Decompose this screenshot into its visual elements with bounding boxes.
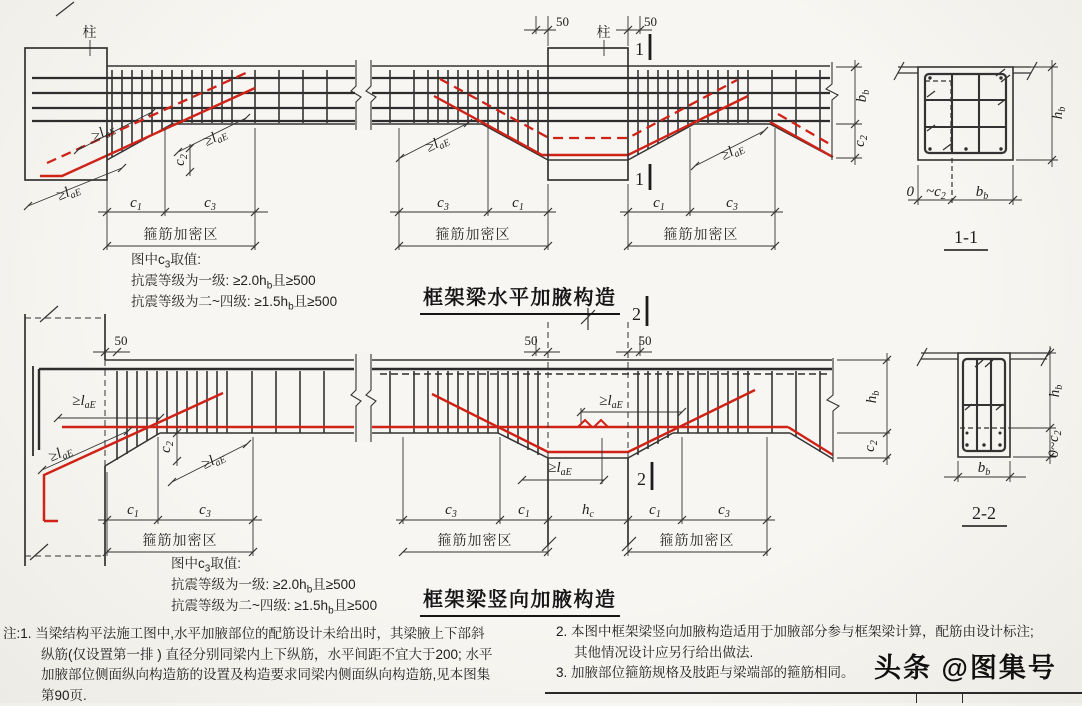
- slab-lines: [894, 62, 1037, 80]
- stirrup-outline: [925, 74, 1006, 153]
- dim-hb: $h_b$: [864, 391, 882, 404]
- lae-label: $\ge l_{aE}$: [54, 180, 83, 206]
- column-break-slash: [56, 2, 74, 16]
- haunch-bar-solid: [40, 88, 833, 176]
- stirrup-zone-label: 箍筋加密区: [144, 226, 219, 242]
- note-1-line2: 纵筋(仅设置第一排 ) 直径分别同梁内上下纵筋，水平间距不宜大于200; 水平: [3, 645, 493, 666]
- note-2-line2: 其他情况设计应另行给出做法.: [556, 643, 1034, 664]
- section-outline: [918, 67, 1013, 160]
- bar-dots: [928, 76, 1002, 150]
- dim-c3: $c_3$: [726, 195, 738, 213]
- dim-c1: $c_1$: [127, 502, 139, 520]
- title-block-divider: [962, 694, 963, 703]
- section-cut-2-digit: 2: [632, 304, 641, 324]
- dim-ticks: [914, 63, 1056, 204]
- stirrup-zone-label: 箍筋加密区: [664, 226, 739, 242]
- inner-stirrup-legs: [925, 74, 1006, 153]
- lae-label: $\ge l_{aE}$: [548, 460, 572, 478]
- bar-hooks: [927, 69, 1010, 150]
- dim-50: 50: [115, 333, 128, 348]
- bottom-diagram: [25, 306, 891, 566]
- dim-bb: $b_b$: [976, 184, 989, 202]
- lae-label: $\ge l_{aE}$: [718, 139, 747, 166]
- note-1-line3: 加腋部位侧面纵向构造筋的设置及构造要求同梁内侧面纵向构造筋,见本图集: [3, 665, 493, 686]
- note-1-line1: 注:1. 当梁结构平法施工图中,水平加腋部位的配筋设计未给出时，其梁腋上下部斜: [3, 626, 485, 641]
- column-middle-hidden: [548, 322, 628, 458]
- column-label: 柱: [83, 24, 98, 40]
- note-2-line1: 2. 本图中框架梁竖向加腋构造适用于加腋部分参与框架梁计算，配筋由设计标注;: [556, 624, 1034, 639]
- title-block-border: [545, 692, 1082, 694]
- dim-50: 50: [525, 333, 538, 348]
- section-title: 2-2: [972, 503, 996, 523]
- column-left-hidden: [25, 318, 105, 556]
- dim-zero: 0: [907, 184, 915, 200]
- lae-label: $\ge l_{aE}$: [201, 125, 230, 152]
- dim-c1: $c_1$: [130, 195, 142, 213]
- dim-c3: $c_3$: [445, 502, 457, 520]
- lae-label: $\ge l_{aE}$: [599, 393, 623, 411]
- c3-note-line3: 抗震等级为二~四级: $\ge 1.5h_b$且≥500: [131, 294, 337, 315]
- lae-label: $\ge l_{aE}$: [46, 441, 75, 467]
- lae-label: $\ge l_{aE}$: [72, 393, 96, 411]
- dim-hc: $h_c$: [582, 502, 595, 520]
- dim-c1: $c_1$: [649, 502, 661, 520]
- c3-note-line2: 抗震等级为一级: $\ge 2.0h_b$且≥500: [131, 273, 337, 294]
- stirrup-zone-label: 箍筋加密区: [660, 532, 735, 548]
- watermark: 头条 @图集号: [874, 646, 1057, 685]
- slab-lines: [917, 348, 1051, 366]
- dim-bb: $b_b$: [854, 90, 872, 103]
- dim-c2: $c_2$: [172, 154, 190, 166]
- dim-hb: $h_b$: [1047, 385, 1065, 398]
- bar-dots: [965, 432, 1001, 447]
- dim-c3: $c_3$: [199, 502, 211, 520]
- title-block-divider: [916, 694, 917, 703]
- dim-50: 50: [639, 333, 652, 348]
- dim-bb: $b_b$: [978, 460, 991, 478]
- note-1-line4: 第90页.: [3, 686, 493, 706]
- lae-label: $\ge l_{aE}$: [199, 448, 228, 475]
- dim-c1: $c_1$: [653, 195, 665, 213]
- dim-50: 50: [644, 14, 657, 29]
- bar-hooks: [965, 360, 1003, 410]
- lae-label: $\ge l_{aE}$: [423, 131, 452, 158]
- stirrup-zone-label: 箍筋加密区: [438, 532, 513, 548]
- dim-c1: $c_1$: [512, 195, 524, 213]
- dim-50: 50: [556, 14, 569, 29]
- dim-c2: $\sim c_2$: [926, 184, 946, 202]
- dim-hb: $h_b$: [1050, 107, 1068, 120]
- section-1-1: [894, 60, 1068, 250]
- dim-ticks: [24, 26, 859, 250]
- section-cut-1-digit: 1: [635, 169, 644, 189]
- stirrups: [117, 371, 820, 460]
- section-cut-1-digit: 1: [635, 39, 644, 59]
- c3-value-note-bottom: [171, 556, 377, 620]
- title-horizontal-haunch: 框架梁水平加腋构造: [420, 281, 620, 315]
- c3-note-line1: 图中$c_3$取值:: [171, 556, 377, 577]
- section-title: 1-1: [954, 227, 978, 247]
- column-label: 柱: [597, 24, 612, 40]
- dim-0-c2: $0\sim c_2$: [1046, 430, 1064, 457]
- c3-note-line1: 图中$c_3$取值:: [131, 252, 337, 273]
- dim-c2: $c_2$: [862, 440, 880, 452]
- dim-c2: $c_2$: [158, 441, 176, 453]
- dim-lines: [944, 346, 1056, 482]
- stirrup-zone-label: 箍筋加密区: [143, 532, 218, 548]
- c3-note-line2: 抗震等级为一级: $\ge 2.0h_b$且≥500: [171, 577, 377, 598]
- note-1: [3, 624, 493, 706]
- section-cut-2-digit: 2: [637, 469, 646, 489]
- dim-c3: $c_3$: [437, 195, 449, 213]
- dim-lines: [28, 16, 862, 250]
- stirrup-zone-label: 箍筋加密区: [436, 226, 511, 242]
- c3-value-note-top: [131, 252, 337, 316]
- note-3: 3. 加腋部位箍筋规格及肢距与梁端部的箍筋相同。: [556, 665, 855, 680]
- title-vertical-haunch: 框架梁竖向加腋构造: [420, 583, 620, 617]
- c3-note-line3: 抗震等级为二~四级: $\ge 1.5h_b$且≥500: [171, 598, 377, 619]
- dim-c1: $c_1$: [518, 502, 530, 520]
- dim-c2: $c_2$: [852, 135, 870, 147]
- dim-c3: $c_3$: [204, 195, 216, 213]
- lae-label: $\ge l_{aE}$: [89, 120, 118, 147]
- dim-c3: $c_3$: [718, 502, 730, 520]
- section-2-2: [917, 346, 1065, 526]
- inner-stirrup-legs: [963, 359, 1005, 451]
